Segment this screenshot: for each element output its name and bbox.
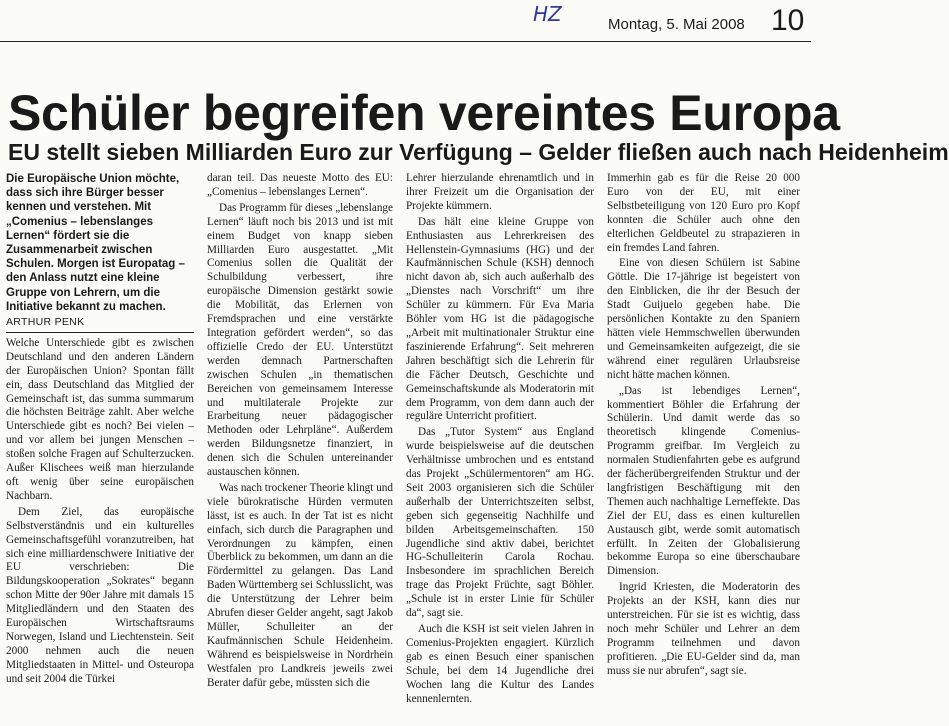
paragraph: Das hält eine kleine Gruppe von Enthusiasten aus Lehrerkreisen des Hellenstein-Gymnasiums (HG) und der Kaufmännischen Schule (KSH) dennoch nicht davon ab, sich auch außerhalb des „Dienstes nach Vorschrift“ um ihre Schüler zu kümmern. Für Eva Maria Böhler vom HG ist die pädagogische „Arbeit mit multinationaler Struktur eine faszinierende Erfahrung“. Seit mehreren Jahren beschäftigt sich die Lehrerin für die Fächer Deutsch, Geschichte und Gemeinschaftskunde als Moderatorin mit dem Programm, von dem dann auch der reguläre Unterricht profitiert. — [406, 215, 594, 423]
headline: Schüler begreifen vereintes Europa — [8, 84, 840, 141]
article-column-3 — [406, 172, 594, 708]
subheadline: EU stellt sieben Milliarden Euro zur Verfügung – Gelder fließen auch nach Heidenheim — [8, 139, 949, 166]
paragraph: Auch die KSH ist seit vielen Jahren in Comenius-Projekten engagiert. Kürzlich gab es einen Besuch einer spanischen Schule, bei dem 14 Jugendliche drei Wochen lang die Kultur des Landes kennenlernten. — [406, 623, 594, 705]
page-number: 10 — [771, 4, 805, 37]
article-column-4 — [607, 172, 800, 681]
paragraph: Welche Unterschiede gibt es zwischen Deutschland und den anderen Ländern der Europäischen Union? Spontan fällt ein, dass Deutschland das Mitglied der Gemeinschaft ist, das summa summarum die höchsten Beiträge zahlt. Aber welche Unterschiede gibt es noch? Bei vielen – und vor allem bei jungen Menschen – stoßen solche Fragen auf Schulterzucken. Außer Klischees weiß man hierzulande oft wenig über seine europäischen Nachbarn. — [6, 336, 194, 502]
paragraph: „Das ist lebendiges Lernen“, kommentiert Böhler die Erfahrung der Schülerin. Und damit werde das so theoretisch klingende Comenius-Programm greifbar. Im Vergleich zu normalen Studienfahrten gebe es aufgrund der fächerübergreifenden Struktur und der langfristigen Beschäftigung mit den Themen auch nachhaltige Lerneffekte. Das Ziel der EU, dass es einen kulturellen Austausch gibt, werde somit automatisch erfüllt. In Zeiten der Globalisierung bekomme Europa so eine überschaubare Dimension. — [607, 384, 800, 578]
paragraph: Immerhin gab es für die Reise 20 000 Euro von der EU, mit einer Selbstbeteiligung von 120 Euro pro Kopf konnten die Schüler auch ohne den elterlichen Geldbeutel zu strapazieren in ein fremdes Land fahren. — [607, 172, 800, 254]
handwritten-mark: HZ — [533, 2, 562, 26]
issue-date: Montag, 5. Mai 2008 — [608, 16, 745, 33]
paragraph: Eine von diesen Schülern ist Sabine Göttle. Die 17-jährige ist begeistert von den Einblicken, die ihr der Besuch der Stadt Guijuelo gegeben habe. Die persönlichen Kontakte zu den Spaniern hätten viele Hemmschwellen überwunden und Gemeinsamkeiten aufgezeigt, die sie während einer regulären Urlaubsreise nicht hätte machen können. — [607, 257, 800, 381]
article-column-1 — [6, 172, 194, 689]
paragraph: Das „Tutor System“ aus England wurde beispielsweise auf die deutschen Verhältnisse umbrochen und es entstand das Projekt „Schülermentoren“ am HG. Seit 2003 organisieren sich die Schüler außerhalb der Unterrichtszeiten selbst, geben sich gegenseitig Nachhilfe und bilden Arbeitsgemeinschaften. 150 Jugendliche sind aktiv dabei, berichtet HG-Schulleiterin Carola Rochau. Insbesondere im sprachlichen Bereich trage das Projekt Früchte, sagt Böhler. „Schule ist in erster Linie für Schüler da“, sagt sie. — [406, 426, 594, 620]
header-rule — [0, 41, 811, 42]
paragraph: Was nach trockener Theorie klingt und viele bürokratische Hürden vermuten lässt, ist es auch. In der Tat ist es nicht einfach, sich durch die Paragraphen und Verordnungen zu kämpfen, einen Überblick zu bekommen, um dann an die Fördermittel zu gelangen. Das Land Baden Württemberg sei Schlusslicht, was die Unterstützung der Lehrer beim Abrufen dieser Gelder angeht, sagt Jakob Müller, Schulleiter an der Kaufmännischen Schule Heidenheim. Während es beispielsweise in Nordrhein Westfalen pro Landkreis jeweils zwei Berater dafür gebe, müssten sich die — [207, 481, 393, 689]
paragraph: Ingrid Kriesten, die Moderatorin des Projekts an der KSH, kann dies nur unterstreichen. Für sie ist es wichtig, dass noch mehr Schüler und Lehrer an dem Programm teilnehmen und davon profitieren. „Die EU-Gelder sind da, man muss sie nur abrufen“, sagt sie. — [607, 581, 800, 677]
author-byline: ARTHUR PENK — [6, 316, 194, 333]
paragraph: daran teil. Das neueste Motto des EU: „Comenius – lebenslanges Lernen“. — [207, 172, 393, 198]
paragraph: Das Programm für dieses „lebenslange Lernen“ läuft noch bis 2013 und ist mit einem Budget von knapp sieben Milliarden Euro ausgestattet. „Mit Comenius sollen die Qualität der Schulbildung verbessert, ihre europäische Dimension gestärkt sowie die Mobilität, das Erlernen von Fremdsprachen und eine verstärkte Integration gefördert werden“, so das offizielle Credo der EU. Unterstützt werden demnach Partnerschaften zwischen Schulen „in thematischen Bereichen von gemeinsamem Interesse und multilaterale Projekte zur Erarbeitung neuer pädagogischer Methoden oder Lehrpläne“. Außerdem werden Bildungsnetze finanziert, in denen sich die Schulen untereinander austauschen können. — [207, 201, 393, 479]
paragraph: Dem Ziel, das europäische Selbstverständnis und ein kulturelles Gemeinschaftsgefühl voranzutreiben, hat sich eine milliardenschwere Initiative der EU verschrieben: Die Bildungskooperation „Sokrates“ begann schon Mitte der 90er Jahre mit damals 15 Mitgliedländern und den Staaten des Europäischen Wirtschaftsraums Norwegen, Island und Liechtenstein. Seit 2000 nehmen auch die neuen Mitgliedstaaten in Mittel- und Osteuropa und seit 2004 die Türkei — [6, 505, 194, 685]
teaser: Die Europäische Union möchte, dass sich ihre Bürger besser kennen und verstehen. Mit „Comenius – lebenslanges Lernen“ fördert sie die Zusammenarbeit zwischen Schulen. Morgen ist Europatag – den Anlass nutzt eine kleine Gruppe von Lehrern, um die Initiative bekannt zu machen. — [6, 173, 185, 313]
paragraph: Lehrer hierzulande ehrenamtlich und in ihrer Freizeit um die Organisation der Projekte kümmern. — [406, 172, 594, 212]
article-column-2 — [207, 172, 393, 693]
